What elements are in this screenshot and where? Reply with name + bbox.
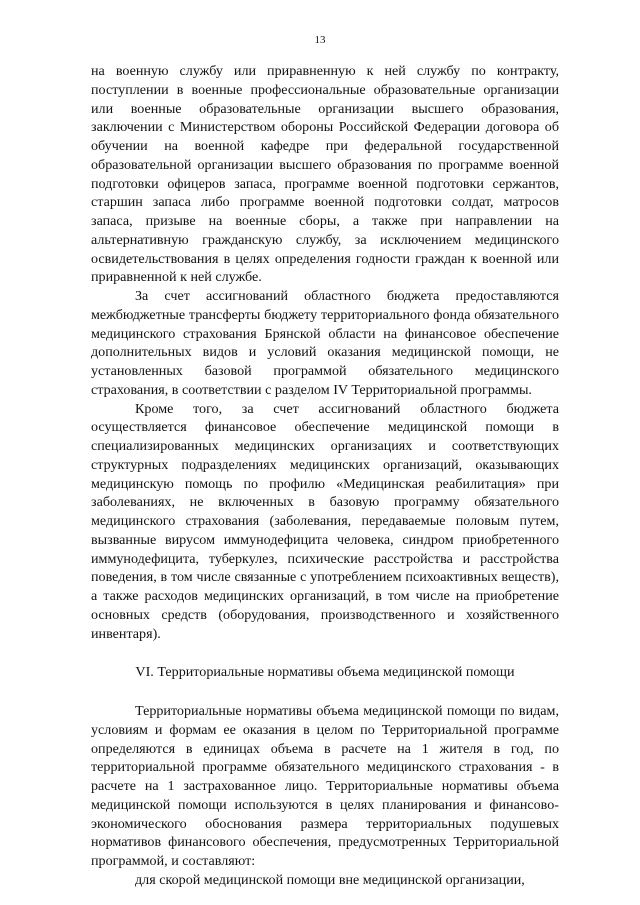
document-body — [91, 62, 559, 890]
section-heading: VI. Территориальные нормативы объема медицинской помощи — [135, 664, 515, 681]
page-number: 13 — [314, 34, 326, 46]
paragraph-volume-standards: Территориальные нормативы объема медицинской помощи по видам, условиям и формам ее оказания в целом по Территориальной программе определяются в единицах объема в расчете на 1 жителя в год, по территориальной программе обязательного медицинского страхования - в расчете на 1 застрахованное лицо. Территориальные нормативы объема медицинской помощи используются в целях планирования и финансово-экономического обоснования размера территориальных подушевых нормативов финансового обеспечения, предусмотренных Территориальной программой, и составляют: — [91, 703, 559, 869]
paragraph-ambulance-care: для скорой медицинской помощи вне медицинской организации, — [135, 871, 525, 888]
paragraph-interbudget-transfers: За счет ассигнований областного бюджета предоставляются межбюджетные трансферты бюджету территориального фонда обязательного медицинского страхования Брянской области на финансовое обеспечение дополнительных видов и условий оказания медицинской помощи, не установленных базовой программой обязательного медицинского страхования, в соответствии с разделом IV Территориальной программы. — [91, 288, 559, 398]
paragraph-military-service: на военную службу или приравненную к ней службу по контракту, поступлении в военные профессиональные образовательные организации или военные образовательные организации высшего образования, заключении с Министерством обороны Российской Федерации договора об обучении на военной кафедре при федеральной государственной образовательной организации высшего образования по программе военной подготовки офицеров запаса, программе военной подготовки сержантов, старшин запаса либо программе военной подготовки солдат, матросов запаса, призыве на военные сборы, а также при направлении на альтернативную гражданскую службу, за исключением медицинского освидетельствования в целях определения годности граждан к военной или приравненной к ней службе. — [91, 63, 559, 286]
paragraph-specialized-care-financing: Кроме того, за счет ассигнований областного бюджета осуществляется финансовое обеспечение медицинской помощи в специализированных медицинских организациях и соответствующих структурных подразделениях медицинских организаций, оказывающих медицинскую помощь по профилю «Медицинская реабилитация» при заболеваниях, не включенных в базовую программу обязательного медицинского страхования (заболевания, передаваемые половым путем, вызванные вирусом иммунодефицита человека, синдром приобретенного иммунодефицита, туберкулез, психические расстройства и расстройства поведения, в том числе связанные с употреблением психоактивных веществ), а также расходов медицинских организаций, в том числе на приобретение основных средств (оборудования, производственного и хозяйственного инвентаря). — [91, 400, 559, 642]
